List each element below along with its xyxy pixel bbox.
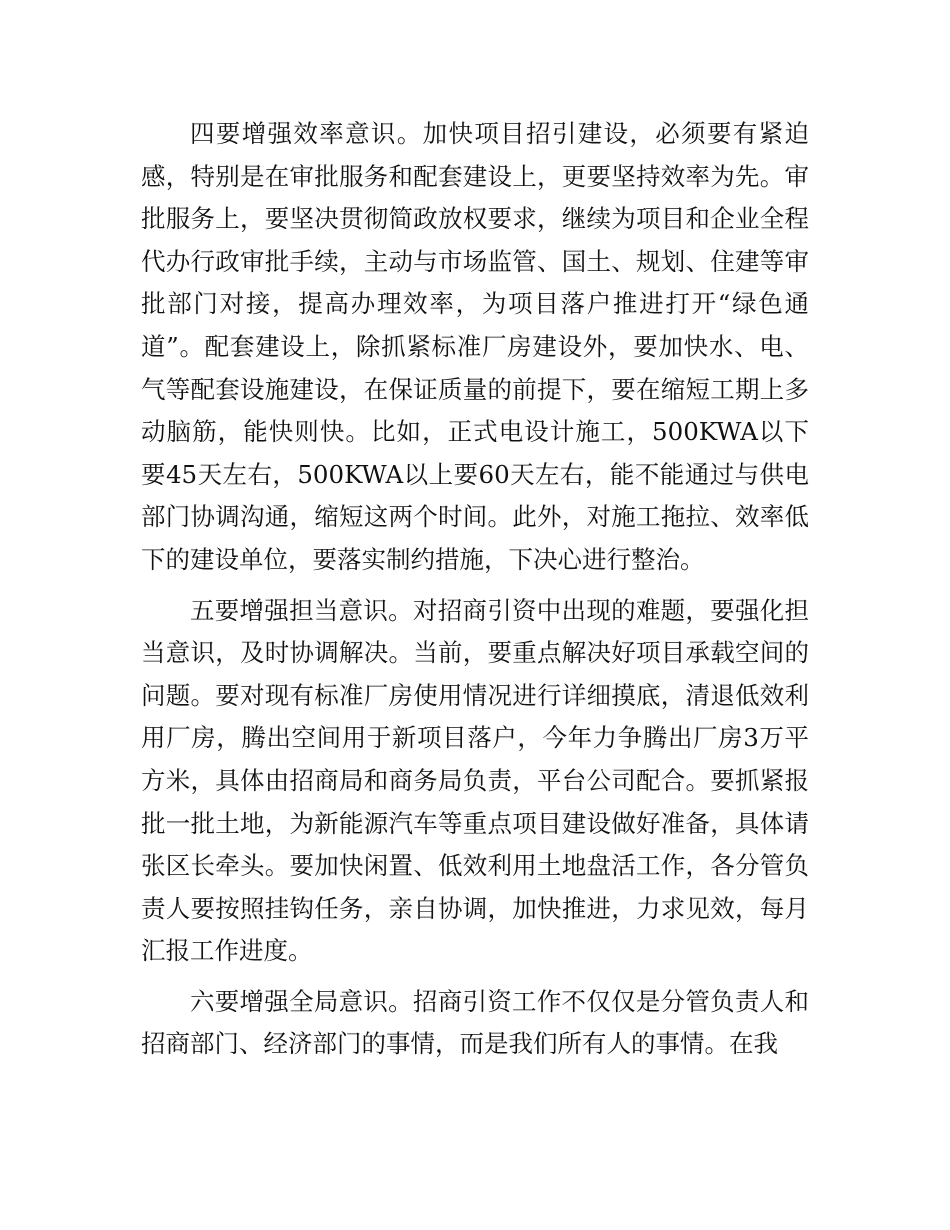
document-body bbox=[141, 113, 809, 1066]
paragraph-responsibility: 五要增强担当意识。对招商引资中出现的难题，要强化担当意识，及时协调解决。当前，要重点解决好项目承载空间的问题。要对现有标准厂房使用情况进行详细摸底，清退低效利用厂房，腾出空间用于新项目落户，今年力争腾出厂房3万平方米，具体由招商局和商务局负责，平台公司配合。要抓紧报批一批土地，为新能源汽车等重点项目建设做好准备，具体请张区长牵头。要加快闲置、低效利用土地盘活工作，各分管负责人要按照挂钩任务，亲自协调，加快推进，力求见效，每月汇报工作进度。 bbox=[141, 595, 809, 966]
paragraph-overall-view: 六要增强全局意识。招商引资工作不仅仅是分管负责人和招商部门、经济部门的事情，而是我们所有人的事情。在我 bbox=[141, 986, 809, 1059]
paragraph-efficiency: 四要增强效率意识。加快项目招引建设，必须要有紧迫感，特别是在审批服务和配套建设上，更要坚持效率为先。审批服务上，要坚决贯彻简政放权要求，继续为项目和企业全程代办行政审批手续，主动与市场监管、国土、规划、住建等审批部门对接，提高办理效率，为项目落户推进打开“绿色通道”。配套建设上，除抓紧标准厂房建设外，要加快水、电、气等配套设施建设，在保证质量的前提下，要在缩短工期上多动脑筋，能快则快。比如，正式电设计施工，500KWA以下要45天左右，500KWA以上要60天左右，能不能通过与供电部门协调沟通，缩短这两个时间。此外，对施工拖拉、效率低下的建设单位，要落实制约措施，下决心进行整治。 bbox=[141, 119, 809, 574]
